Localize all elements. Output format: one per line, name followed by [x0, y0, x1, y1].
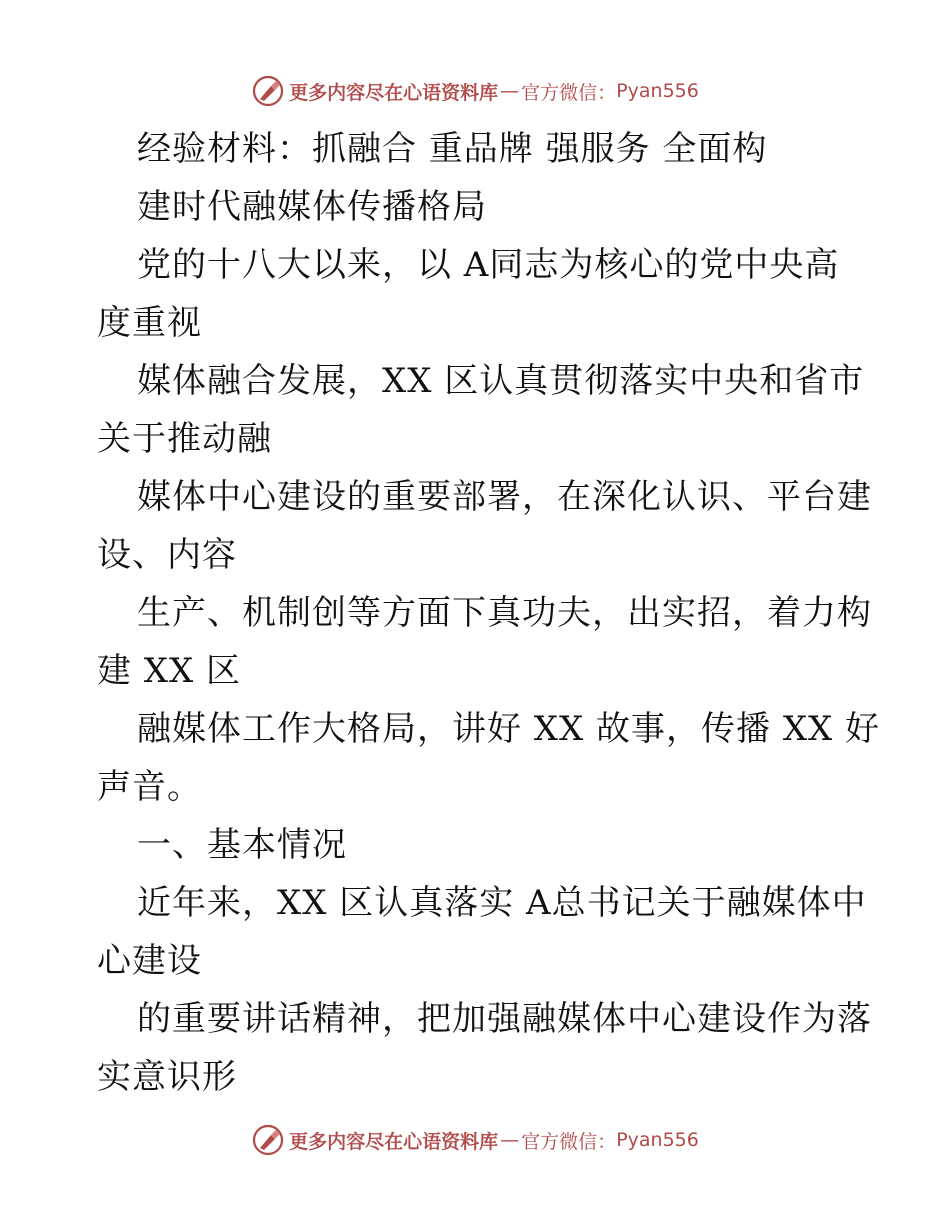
document-line: 声音。	[97, 767, 202, 807]
pen-nib-circle-icon	[251, 74, 285, 108]
watermark-separator: —	[500, 1129, 520, 1151]
watermark-separator: —	[500, 80, 520, 102]
document-line: 经验材料：抓融合 重品牌 强服务 全面构	[137, 129, 768, 169]
document-body	[97, 120, 881, 1106]
section-heading: 一、基本情况	[137, 825, 347, 865]
watermark-site-name: 更多内容尽在心语资料库	[289, 1130, 499, 1153]
pen-nib-circle-icon	[251, 1123, 285, 1157]
document-line: 党的十八大以来，以 A同志为核心的党中央高	[137, 245, 840, 285]
document-line: 融媒体工作大格局，讲好 XX 故事，传播 XX 好	[137, 709, 881, 749]
watermark-wechat-id: Pyan556	[616, 1129, 699, 1151]
footer-watermark	[0, 1120, 950, 1160]
document-line: 建 XX 区	[97, 651, 242, 691]
document-line: 设、内容	[97, 535, 237, 575]
watermark-wechat-label: 官方微信：	[521, 81, 617, 104]
document-line: 近年来，XX 区认真落实 A总书记关于融媒体中	[137, 883, 867, 923]
document-line: 度重视	[97, 303, 202, 343]
document-line: 的重要讲话精神，把加强融媒体中心建设作为落	[137, 999, 872, 1039]
watermark-wechat-id: Pyan556	[616, 80, 699, 102]
document-line: 关于推动融	[97, 419, 272, 459]
document-line: 建时代融媒体传播格局	[137, 187, 487, 227]
document-line: 媒体中心建设的重要部署，在深化认识、平台建	[137, 477, 872, 517]
watermark-site-name: 更多内容尽在心语资料库	[289, 81, 499, 104]
document-line: 生产、机制创等方面下真功夫，出实招，着力构	[137, 593, 872, 633]
document-line: 实意识形	[97, 1057, 237, 1097]
watermark-wechat-label: 官方微信：	[521, 1130, 617, 1153]
document-line: 媒体融合发展，XX 区认真贯彻落实中央和省市	[137, 361, 865, 401]
document-line: 心建设	[97, 941, 202, 981]
header-watermark	[0, 71, 950, 111]
